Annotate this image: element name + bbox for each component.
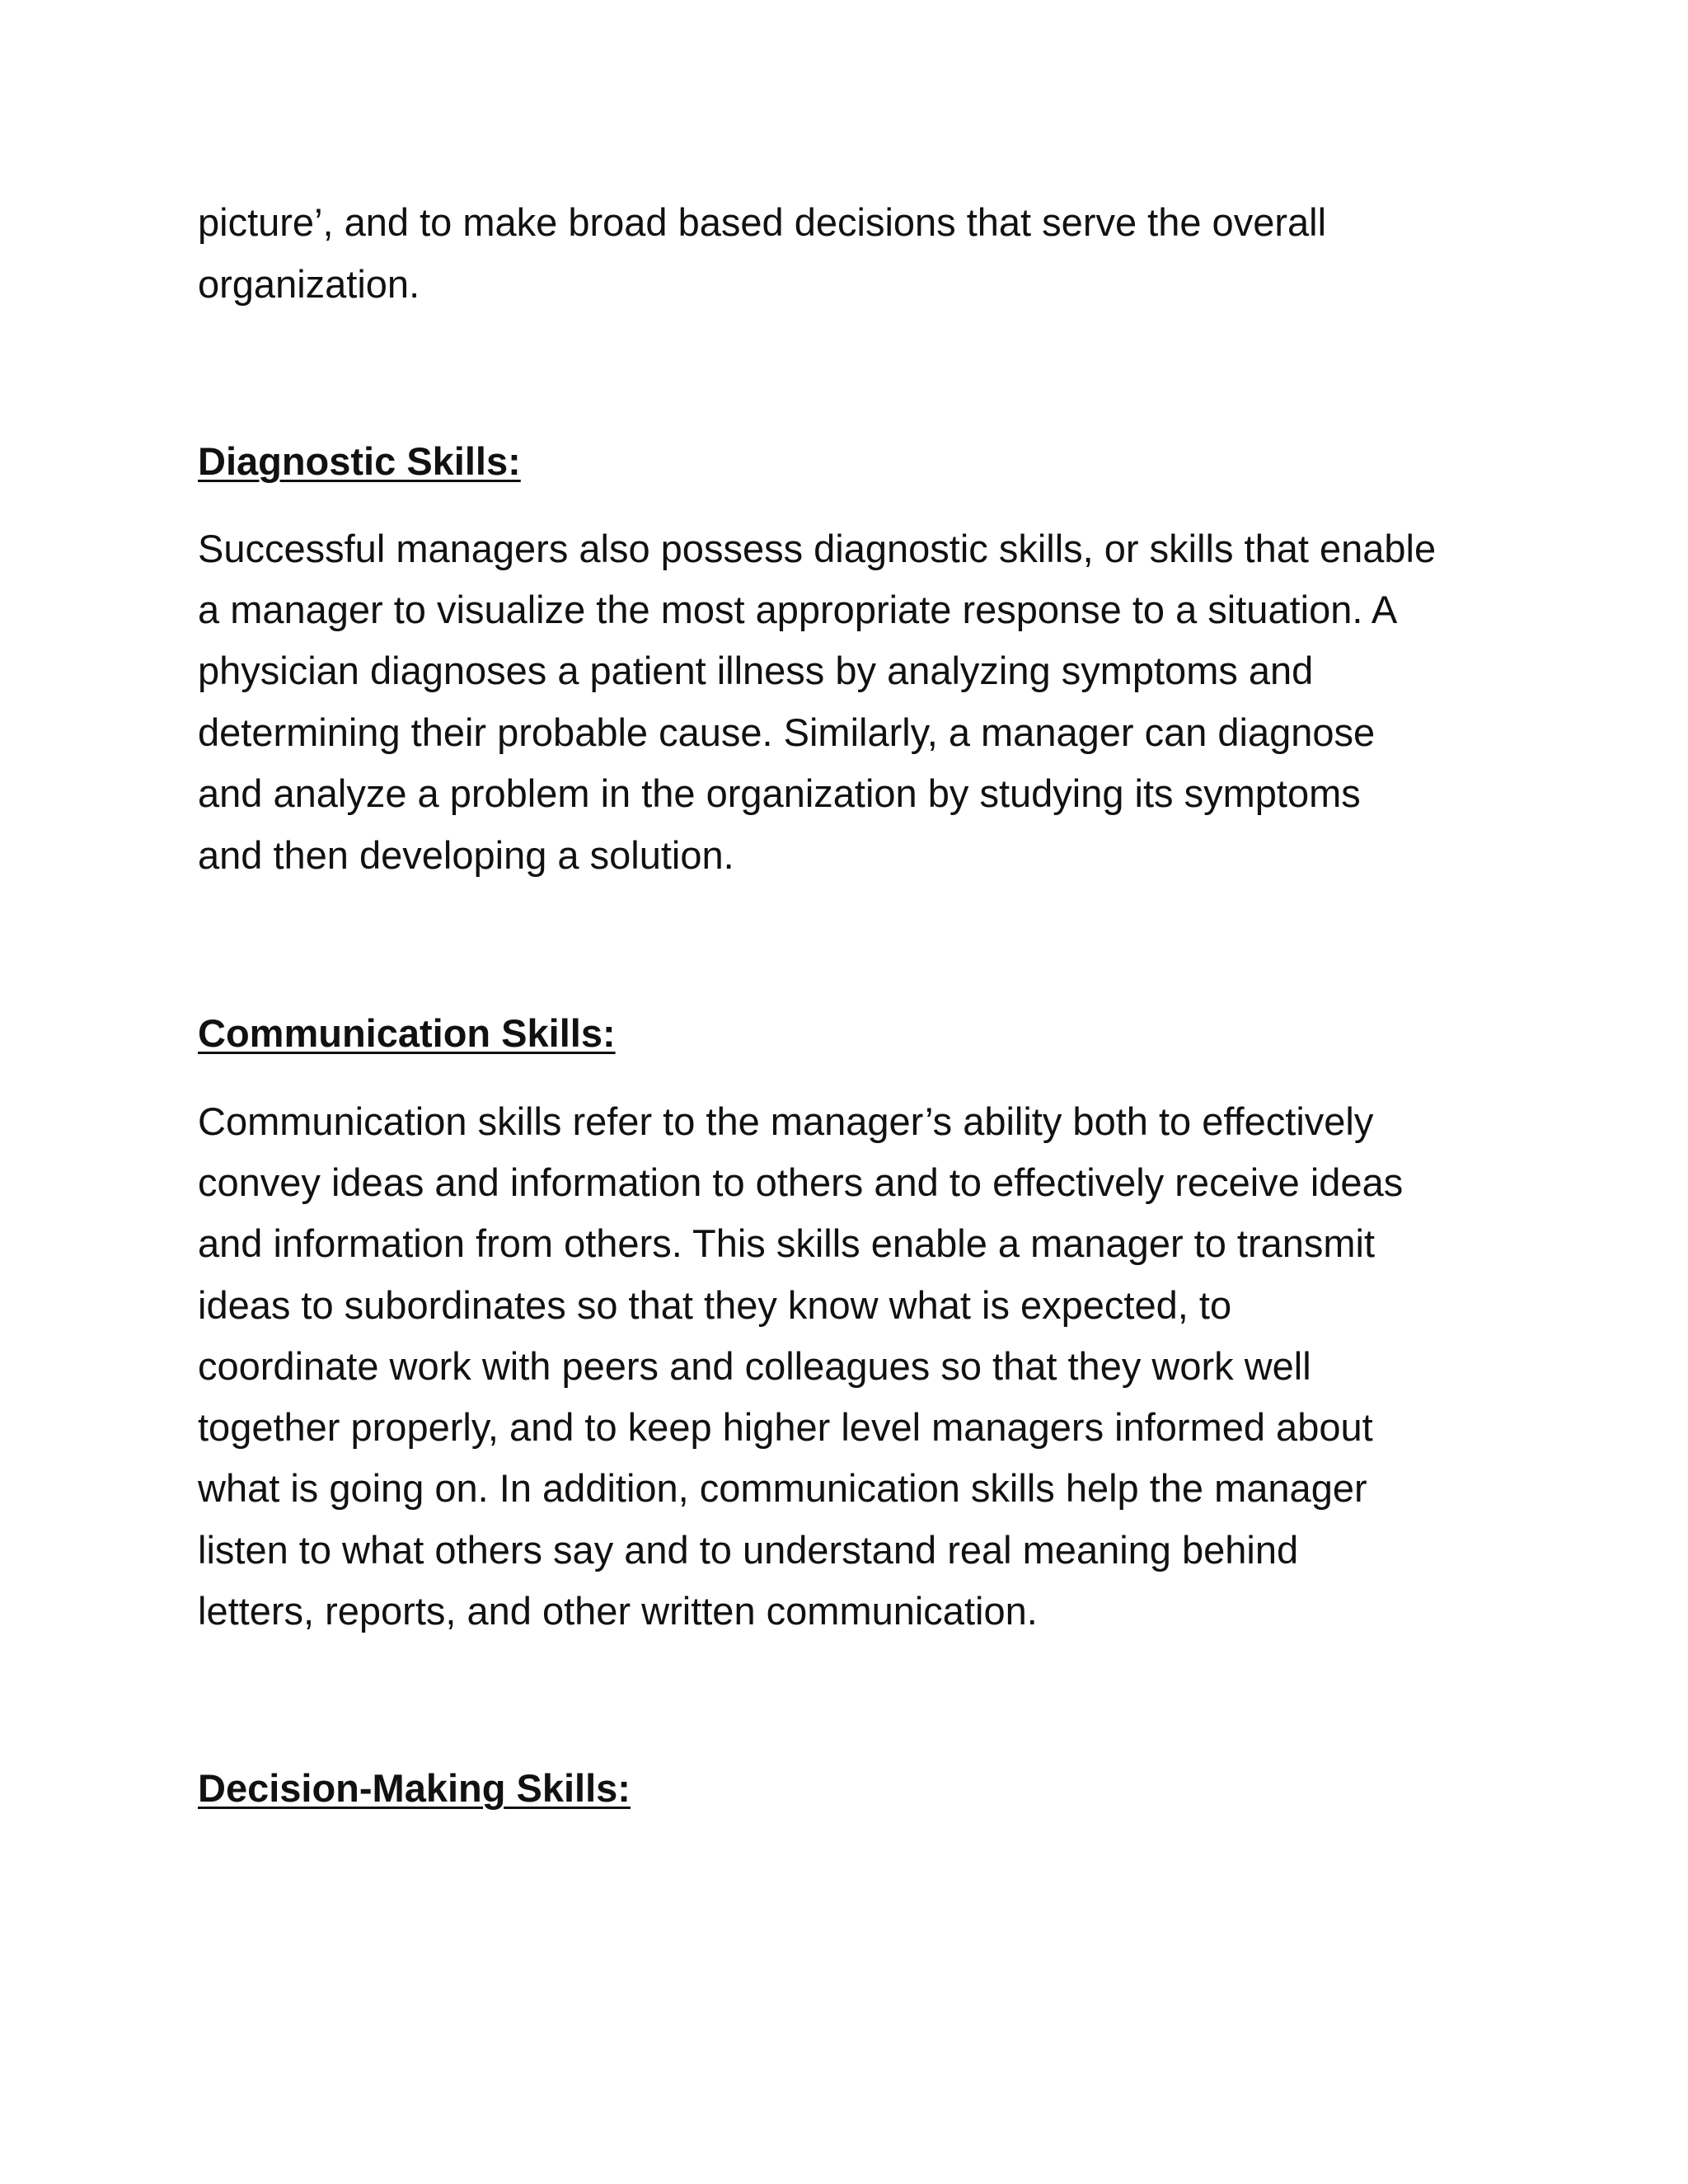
diagnostic-skills-heading: Diagnostic Skills: (198, 439, 521, 483)
diagnostic-line-1: Successful managers also possess diagnostic skills, or skills that enable (198, 527, 1437, 570)
intro-line-2: organization. (198, 262, 420, 306)
diagnostic-line-3: physician diagnoses a patient illness by analyzing symptoms and (198, 649, 1314, 692)
diagnostic-line-2: a manager to visualize the most appropriate response to a situation. A (198, 588, 1398, 631)
communication-line-5: coordinate work with peers and colleagues so that they work well (198, 1344, 1311, 1388)
communication-line-6: together properly, and to keep higher level managers informed about (198, 1405, 1373, 1449)
communication-line-7: what is going on. In addition, communication skills help the manager (198, 1466, 1367, 1510)
communication-line-9: letters, reports, and other written communication. (198, 1589, 1038, 1633)
communication-line-1: Communication skills refer to the manager’s ability both to effectively (198, 1099, 1374, 1143)
decision-making-skills-heading: Decision-Making Skills: (198, 1766, 631, 1810)
diagnostic-line-6: and then developing a solution. (198, 833, 734, 877)
intro-line-1: picture’, and to make broad based decisions that serve the overall (198, 200, 1327, 244)
diagnostic-line-4: determining their probable cause. Similarly, a manager can diagnose (198, 710, 1376, 754)
communication-line-8: listen to what others say and to understand real meaning behind (198, 1528, 1299, 1572)
communication-line-4: ideas to subordinates so that they know what is expected, to (198, 1283, 1232, 1327)
diagnostic-line-5: and analyze a problem in the organization by studying its symptoms (198, 771, 1361, 815)
communication-line-2: convey ideas and information to others and to effectively receive ideas (198, 1160, 1404, 1204)
communication-line-3: and information from others. This skills enable a manager to transmit (198, 1221, 1376, 1265)
communication-skills-heading: Communication Skills: (198, 1011, 616, 1055)
